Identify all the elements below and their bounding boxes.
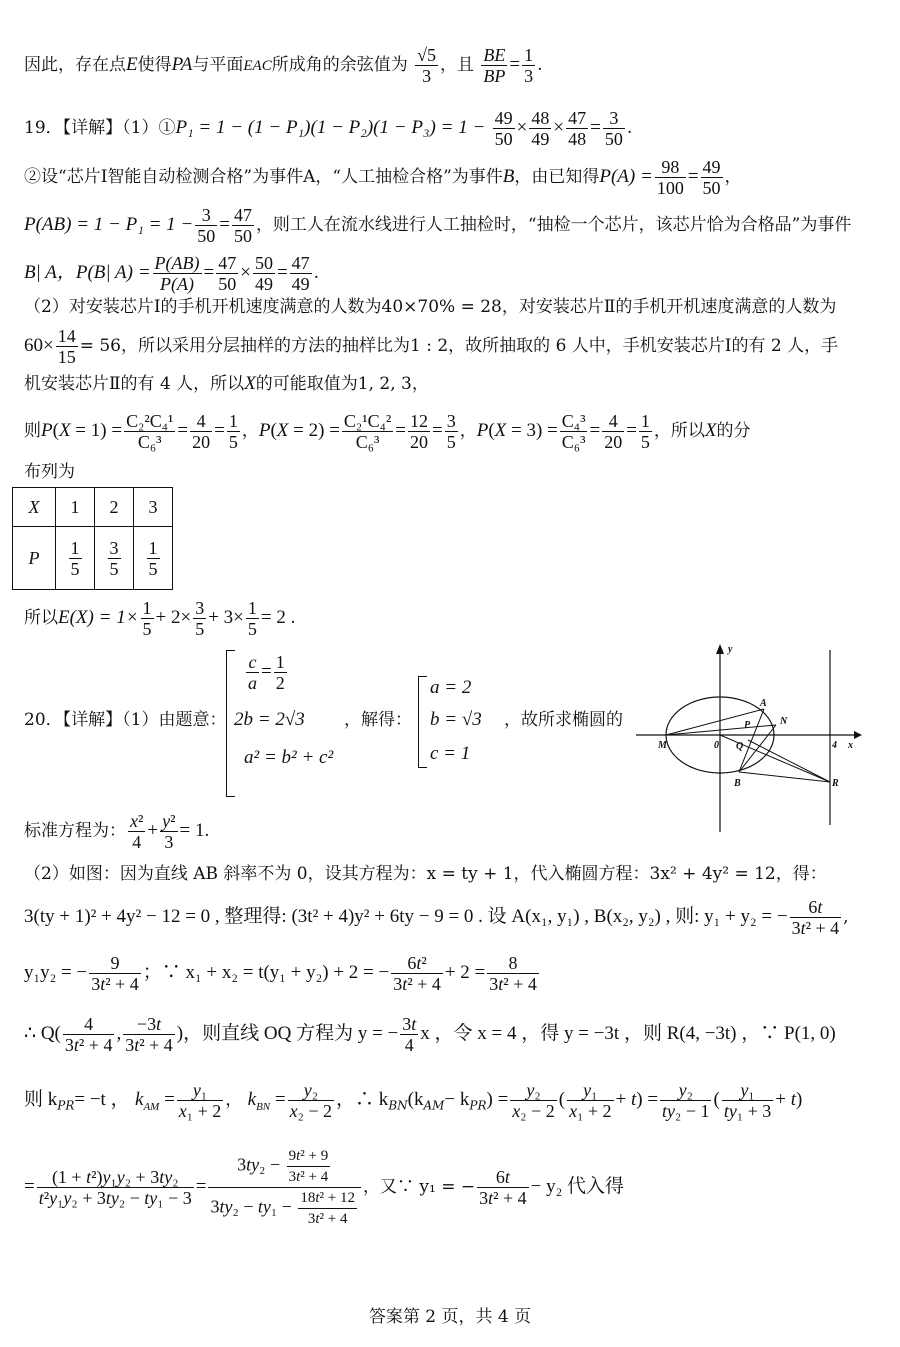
- fraction: $\frac{12}{20}$: [410, 411, 428, 452]
- q19-line9: [24, 462, 75, 482]
- text: ，: [225, 1090, 243, 1110]
- fraction: $\frac{49}{50}$: [494, 108, 513, 149]
- label-a: A: [760, 698, 767, 709]
- q19-head: 19．【详解】（1）①: [24, 118, 176, 138]
- math-expr: B| A，: [24, 262, 76, 283]
- q19-line4: B| A，P(B| A) = $\frac{P(AB)}{P(A)}$ = $\frac{47}{50}$ × $\frac{50}{49}$ = $\frac{47}{49}$ .: [24, 253, 320, 294]
- table-cell: 3: [134, 488, 173, 527]
- table-cell: 1: [56, 488, 95, 527]
- q20-2-line3: y₁y₂ = − $\frac{9}{\text{3t² + 4}}$ ；∵ x₁ + x₂ = t(y₁ + y₂) + 2 = − $\frac{\text{6t²}}{\text{3t² + 4}}$ + 2 = $\frac{8}{\text{3t² + 4}}$: [24, 953, 537, 994]
- math-expr: P(AB) = 1 − P₁ = 1 −: [24, 214, 194, 235]
- math-x: X: [244, 373, 256, 394]
- text: = 56，所以采用分层抽样的方法的抽样比为1 : 2，故所抽取的 6 人中，手机安装芯片Ⅰ的有 2 人，手: [79, 336, 839, 356]
- math: (k: [407, 1089, 424, 1110]
- math-expr: P(B| A) =: [75, 262, 151, 283]
- system2-eq1: a = 2: [430, 677, 472, 698]
- math-pa: PA: [171, 54, 193, 75]
- text: .: [626, 118, 633, 138]
- line-conclusion: 因此，存在点E使得PA与平面EAC所成角的余弦值为 $\frac{√5}{3}$ ，且 $\frac{BE}{BP}$ = $\frac{1}{3}$ .: [24, 45, 543, 86]
- math: =: [24, 1176, 35, 1197]
- text: ，解得：: [344, 710, 412, 730]
- fraction: $\frac{1}{3}$: [524, 45, 534, 86]
- table-row: [13, 488, 173, 527]
- ellipse-figure: [636, 640, 866, 835]
- system-brace-2: [418, 676, 427, 768]
- fraction: $\frac{3}{50}$: [197, 205, 216, 246]
- label-r: R: [832, 778, 839, 789]
- line-mn: [666, 725, 776, 735]
- math: y₁y₂ = −: [24, 962, 88, 983]
- text: 使得: [137, 55, 172, 75]
- math: = 1.: [179, 820, 210, 841]
- table-cell: $\frac{1}{5}$: [56, 527, 95, 590]
- math: ) =: [486, 1089, 509, 1110]
- math: = −t ，: [74, 1089, 130, 1110]
- text: （2）如图：因为直线 AB 斜率不为 0，设其方程为：x = ty + 1，代入椭圆方程：3x² + 4y² = 12，得：: [24, 864, 827, 884]
- q20-2-line1: [24, 864, 827, 884]
- math: =: [195, 1176, 207, 1197]
- y-axis-arrow: [716, 644, 724, 654]
- system1-eq3: a² = b² + c²: [244, 747, 334, 768]
- text: 则: [24, 421, 41, 441]
- math-eac: EAC: [243, 58, 272, 74]
- fraction: $\frac{√5}{3}$: [417, 45, 437, 86]
- math: 则 k: [24, 1089, 58, 1110]
- math: )，则直线 OQ 方程为 y = −: [176, 1023, 399, 1044]
- q19-line1: 19．【详解】（1）①P₁ = 1 − (1 − P₁)(1 − P₂)(1 − P₃) = 1 − $\frac{49}{50}$ × $\frac{48}{49}$ × $\frac{47}{48}$ = $\frac{3}{50}$ .: [24, 108, 633, 149]
- q20-head: [24, 710, 226, 730]
- table-cell: $\frac{1}{5}$: [134, 527, 173, 590]
- table-cell: X: [13, 488, 56, 527]
- math: + 2 =: [444, 962, 486, 983]
- text: 机安装芯片Ⅱ的有 4 人，所以: [24, 374, 245, 394]
- expectation-line: 所以E(X) = 1× $\frac{1}{5}$ + 2× $\frac{3}{5}$ + 3× $\frac{1}{5}$ = 2 .: [24, 598, 296, 639]
- fraction: $\frac{3}{50}$: [604, 108, 623, 149]
- math: = 2 .: [260, 607, 296, 628]
- math: − k: [444, 1089, 470, 1110]
- fraction: $\frac{\text{C₂²C₄¹}}{\text{C₆³}}$: [126, 411, 174, 452]
- fraction: $\frac{P(AB)}{P(A)}$: [154, 253, 200, 294]
- math: ,: [116, 1023, 122, 1044]
- text: ②设“芯片Ⅰ智能自动检测合格”为事件A，“人工抽检合格”为事件: [24, 167, 503, 187]
- text: ，则工人在流水线进行人工抽检时，“抽检一个芯片，该芯片恰为合格品”为事件: [255, 215, 852, 235]
- text: ，又∵ y₁ = −: [362, 1177, 476, 1197]
- fraction: $\frac{50}{49}$: [254, 253, 273, 294]
- fraction: $\frac{1}{5}$: [228, 411, 238, 452]
- fraction: $\frac{\text{C₄³}}{\text{C₆³}}$: [561, 411, 586, 452]
- system1-eq2: 2b = 2√3: [234, 709, 305, 730]
- text: 因此，存在点: [24, 55, 126, 75]
- fraction: $\frac{98}{100}$: [656, 157, 684, 198]
- text: 与平面: [192, 55, 244, 75]
- math-e: E: [126, 54, 138, 75]
- label-n: N: [780, 716, 788, 727]
- text: 所以: [24, 608, 58, 628]
- label-m: M: [658, 740, 667, 751]
- math: + 2×: [155, 607, 192, 628]
- fraction: $\frac{49}{50}$: [702, 157, 721, 198]
- line-br: [739, 772, 830, 782]
- text: 60×: [24, 335, 54, 356]
- q20-std: 标准方程为： $\frac{\text{x²}}{4}$ + $\frac{\text{y²}}{3}$ = 1.: [24, 811, 210, 852]
- q20-2-line5: 则 $k_{PR}= -t$ ， $k_{AM}$ = $\frac{\text{y₁}}{\text{x₁ + 2}}$ ， $k_{BN}$ = $\frac{\text{y₂}}{\text{x₂ − 2}}$ ，∴ $k_{BN}(k_{AM}- k_{PR})$ = $\frac{\text{y₂}}{\text{x₂ − 2}}$ ( $\frac{\text{y₁}}{\text{x₁ + 2}}$ + t) = $\frac{\text{y₂}}{\text{ty₂ − 1}}$ ( $\frac{\text{y₁}}{\text{ty₁ + 3}}$ + t): [24, 1080, 803, 1121]
- text: ，由已知得: [514, 167, 600, 187]
- fraction: $\frac{47}{50}$: [218, 253, 237, 294]
- text: 标准方程为：: [24, 821, 126, 841]
- fraction: $\frac{47}{48}$: [568, 108, 587, 149]
- page-footer: 答案第 2 页，共 4 页: [368, 1307, 532, 1327]
- math: + 3×: [208, 607, 244, 628]
- text: 的分: [716, 421, 751, 441]
- fraction: $\frac{1}{5}$: [640, 411, 650, 452]
- math: E(X) = 1×: [58, 607, 139, 628]
- q20-solve: [344, 710, 412, 730]
- q19-line2: ②设“芯片Ⅰ智能自动检测合格”为事件A，“人工抽检合格”为事件B，由已知得P(A) = $\frac{98}{100}$ = $\frac{49}{50}$ ，: [24, 157, 742, 198]
- q20-result: [504, 710, 623, 730]
- text: 布列为: [24, 462, 75, 482]
- table-cell: 2: [95, 488, 134, 527]
- q19-line3: P(AB) = 1 − P₁ = 1 − $\frac{3}{50}$ = $\frac{47}{50}$ ，则工人在流水线进行人工抽检时，“抽检一个芯片，该芯片恰为合格品”为事件: [24, 205, 852, 246]
- system1-eq1: $\frac{c}{a}$ = $\frac{1}{2}$: [248, 652, 285, 693]
- math: x ，令 x = 4 ，得 y = −3t ，则 R(4, −3t) ，∵ P(1, 0): [420, 1023, 836, 1044]
- q19-line8: 则P(X = 1) = $\frac{\text{C₂²C₄¹}}{\text{C₆³}}$ = $\frac{4}{20}$ = $\frac{1}{5}$ ，P(X = 2) = $\frac{\text{C₂¹C₄²}}{\text{C₆³}}$ = $\frac{12}{20}$ = $\frac{3}{5}$ ，P(X = 3) = $\frac{\text{C₄³}}{\text{C₆³}}$ = $\frac{4}{20}$ = $\frac{1}{5}$ ，所以X的分: [24, 411, 751, 452]
- table-cell: P: [13, 527, 56, 590]
- fraction: $\frac{47}{50}$: [233, 205, 252, 246]
- q20-2-line4: ∴ Q( $\frac{4}{\text{3t² + 4}}$ , $\frac{-3t}{\text{3t² + 4}}$ )，则直线 OQ 方程为 y = − $\frac{3t}{4}$ x ，令 x = 4 ，得 y = −3t ，则 R(4, −3t) ，∵ P(1, 0): [24, 1014, 836, 1055]
- fraction: $\frac{3}{5}$: [446, 411, 456, 452]
- system2-eq3: c = 1: [430, 743, 471, 764]
- label-4: 4: [832, 740, 837, 751]
- text: （2）对安装芯片Ⅰ的手机开机速度满意的人数为40×70% = 28，对安装芯片Ⅱ的手机开机速度满意的人数为: [24, 297, 837, 317]
- table-row: [13, 527, 173, 590]
- label-x: x: [848, 740, 853, 751]
- label-y: y: [728, 644, 733, 655]
- label-q: Q: [736, 741, 744, 752]
- label-p: P: [744, 720, 751, 731]
- fraction: $\frac{14}{15}$: [57, 326, 76, 367]
- q20-2-line6: = $\frac{\text{(1 + t²)y₁y₂ + 3ty₂}}{\text{t²y₁y₂ + 3ty₂ − ty₁ − 3}}$ = 3ty₂ − $\frac{\text{9t² + 9}}{\text{3t² + 4}}$ 3ty₂ − ty₁ − $\frac{\text{18t² + 12}}{\text{3t² + 4}}$ ，又∵ y₁ = − $\frac{6t}{\text{3t² + 4}}$ − y₂ 代入得: [24, 1148, 625, 1227]
- system2-eq2: b = √3: [430, 709, 482, 730]
- math: ∴ Q(: [24, 1023, 61, 1044]
- text: 的可能取值为1, 2, 3，: [255, 374, 429, 394]
- text: ，且: [440, 55, 475, 75]
- math: ；∵ x₁ + x₂ = t(y₁ + y₂) + 2 = −: [142, 962, 390, 983]
- q19-line6: [24, 322, 838, 370]
- text: ，故所求椭圆的: [504, 710, 623, 730]
- math: ，∴ k: [336, 1089, 389, 1110]
- distribution-table: [12, 487, 173, 590]
- label-o: 0: [714, 740, 719, 751]
- math: 3(ty + 1)² + 4y² − 12 = 0 , 整理得: (3t² + 4)y² + 6ty − 9 = 0 . 设 A(x₁, y₁) , B(x₂, y₂) , 则: y₁ + y₂ = −: [24, 906, 788, 927]
- text: ，所以: [653, 421, 705, 441]
- fraction: $\frac{\text{C₂¹C₄²}}{\text{C₆³}}$: [343, 411, 392, 452]
- q19-line7: [24, 374, 429, 394]
- table-cell: $\frac{3}{5}$: [95, 527, 134, 590]
- fraction: $\frac{4}{20}$: [192, 411, 211, 452]
- q20-2-line2: 3(ty + 1)² + 4y² − 12 = 0 , 整理得: (3t² + 4)y² + 6ty − 9 = 0 . 设 A(x₁, y₁) , B(x₂, y₂) , 则: y₁ + y₂ = − $\frac{6t}{\text{3t² + 4}}$ ,: [24, 897, 849, 938]
- x-axis-arrow: [854, 731, 862, 739]
- text: .: [537, 55, 543, 75]
- text: 20．【详解】（1）由题意：: [24, 710, 227, 730]
- fraction: $\frac{BE}{BP}$: [483, 45, 506, 86]
- fraction: $\frac{4}{20}$: [604, 411, 623, 452]
- fraction: $\frac{47}{49}$: [291, 253, 310, 294]
- text: 所成角的余弦值为: [271, 55, 408, 75]
- math: − y₂ 代入得: [530, 1176, 625, 1197]
- text: ,: [843, 907, 849, 927]
- label-b: B: [734, 778, 741, 789]
- fraction: $\frac{48}{49}$: [531, 108, 550, 149]
- math-expr: P₁ = 1 − (1 − P₁)(1 − P₂)(1 − P₃) = 1 −: [175, 117, 486, 138]
- q19-line5: [24, 297, 836, 317]
